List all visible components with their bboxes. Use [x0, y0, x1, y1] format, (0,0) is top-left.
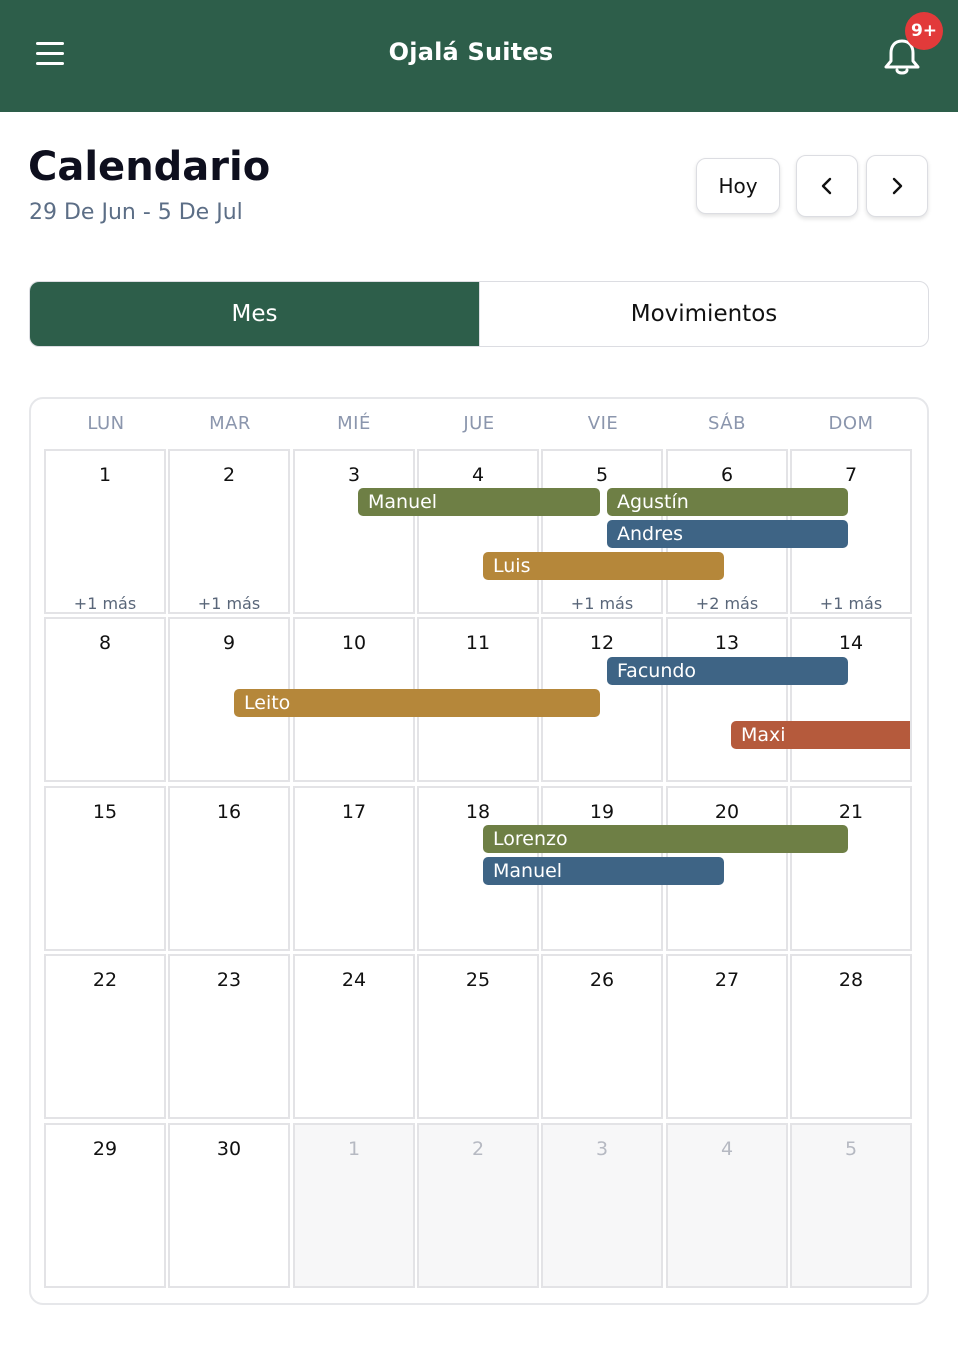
day-number: 9 — [222, 632, 236, 654]
event-bar[interactable]: Manuel — [358, 488, 600, 516]
more-events-link[interactable]: +2 más — [695, 594, 759, 613]
more-events-link[interactable]: +1 más — [819, 594, 883, 613]
day-number: 28 — [838, 969, 864, 991]
day-number: 11 — [465, 632, 491, 654]
day-number: 17 — [341, 801, 367, 823]
day-number: 14 — [838, 632, 864, 654]
chevron-right-icon — [887, 176, 907, 196]
day-number: 25 — [465, 969, 491, 991]
app-title: Ojalá Suites — [388, 38, 554, 66]
day-number: 4 — [471, 464, 485, 486]
day-number: 8 — [98, 632, 112, 654]
day-header-fri: VIE — [587, 413, 619, 434]
day-number: 16 — [216, 801, 242, 823]
event-bar[interactable]: Andres — [607, 520, 848, 548]
event-bar[interactable]: Facundo — [607, 657, 848, 685]
day-number: 20 — [714, 801, 740, 823]
chevron-left-icon — [817, 176, 837, 196]
day-number: 7 — [844, 464, 858, 486]
day-number: 15 — [92, 801, 118, 823]
today-button[interactable]: Hoy — [696, 158, 780, 214]
date-range-label: 29 De Jun - 5 De Jul — [29, 200, 243, 225]
day-number: 2 — [222, 464, 236, 486]
day-number: 19 — [589, 801, 615, 823]
view-toggle — [29, 281, 929, 347]
more-events-link[interactable]: +1 más — [570, 594, 634, 613]
day-header-sat: SÁB — [708, 413, 746, 434]
day-number: 22 — [92, 969, 118, 991]
day-number: 23 — [216, 969, 242, 991]
page-title: Calendario — [28, 144, 271, 190]
event-bar[interactable]: Leito — [234, 689, 600, 717]
event-bar[interactable]: Luis — [483, 552, 724, 580]
day-number: 18 — [465, 801, 491, 823]
event-bar[interactable]: Manuel — [483, 857, 724, 885]
day-number: 30 — [216, 1138, 242, 1160]
day-number: 1 — [98, 464, 112, 486]
event-bar[interactable]: Lorenzo — [483, 825, 848, 853]
tab-month[interactable]: Mes — [30, 282, 479, 346]
day-number-outside-month: 2 — [471, 1138, 485, 1160]
day-number: 13 — [714, 632, 740, 654]
day-header-tue: MAR — [209, 413, 251, 434]
previous-period-button[interactable] — [796, 155, 858, 217]
day-number-outside-month: 5 — [844, 1138, 858, 1160]
day-header-thu: JUE — [463, 413, 495, 434]
day-number: 5 — [595, 464, 609, 486]
more-events-link[interactable]: +1 más — [197, 594, 261, 613]
top-app-bar — [0, 0, 958, 112]
day-number-outside-month: 1 — [347, 1138, 361, 1160]
day-number: 21 — [838, 801, 864, 823]
day-header-wed: MIÉ — [337, 413, 371, 434]
day-header-mon: LUN — [87, 413, 125, 434]
event-bar[interactable]: Maxi — [731, 721, 910, 749]
event-bar[interactable]: Agustín — [607, 488, 848, 516]
next-period-button[interactable] — [866, 155, 928, 217]
day-number: 3 — [347, 464, 361, 486]
day-number: 6 — [720, 464, 734, 486]
day-number: 24 — [341, 969, 367, 991]
day-number-outside-month: 3 — [595, 1138, 609, 1160]
day-number: 26 — [589, 969, 615, 991]
more-events-link[interactable]: +1 más — [73, 594, 137, 613]
day-number: 29 — [92, 1138, 118, 1160]
day-number: 10 — [341, 632, 367, 654]
tab-movements[interactable]: Movimientos — [479, 282, 928, 346]
day-number: 27 — [714, 969, 740, 991]
notification-count-badge: 9+ — [905, 12, 943, 50]
day-number-outside-month: 4 — [720, 1138, 734, 1160]
day-number: 12 — [589, 632, 615, 654]
day-header-sun: DOM — [828, 413, 874, 434]
